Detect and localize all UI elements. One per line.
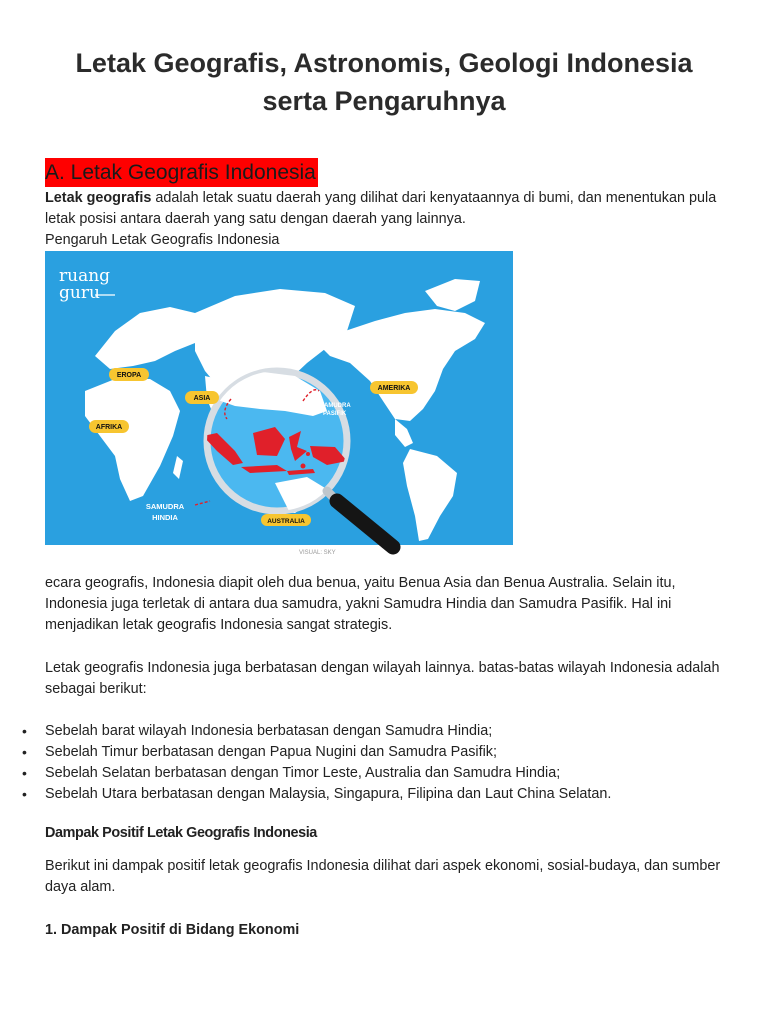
logo-ruang: ruang (59, 266, 111, 286)
paragraph-borders-intro: Letak geografis Indonesia juga berbatasan dengan wilayah lainnya. batas-batas wilayah Indonesia adalah sebagai berikut: (45, 660, 720, 697)
borders-list (0, 721, 768, 805)
world-map-figure (45, 251, 513, 557)
label-samudra-hindia-1: SAMUDRA (145, 502, 185, 511)
definition-text: adalah letak suatu daerah yang dilihat dari kenyataannya di bumi, dan menentukan pula letak posisi antara daerah yang satu dengan daerah yang lainnya. (45, 190, 717, 227)
definition-term: Letak geografis (45, 190, 152, 206)
list-item: • Sebelah Selatan berbatasan dengan Timor Leste, Australia dan Samudra Hindia; (45, 763, 768, 784)
indonesia-island-1 (301, 464, 306, 469)
list-item: • Sebelah barat wilayah Indonesia berbatasan dengan Samudra Hindia; (45, 721, 768, 742)
list-item: • Sebelah Utara berbatasan dengan Malaysia, Singapura, Filipina dan Laut China Selatan. (45, 784, 768, 805)
logo-guru: guru (59, 283, 100, 303)
label-samudra-pasifik-1: SAMUDRA (320, 403, 351, 409)
paragraph-geography: ecara geografis, Indonesia diapit oleh dua benua, yaitu Benua Asia dan Benua Australia. Selain itu, Indonesia juga terletak di antara dua samudra, yakni Samudra Hindia dan Samudra Pasifik. Hal ini menjadikan letak geografis Indonesia sangat strategis. (45, 575, 676, 633)
indonesia-island-2 (306, 452, 310, 456)
impact-intro: Berikut ini dampak positif letak geografis Indonesia dilihat dari aspek ekonomi, sosial-budaya, dan sumber daya alam. (45, 858, 721, 895)
list-item: • Sebelah Timur berbatasan dengan Papua Nugini dan Samudra Pasifik; (45, 742, 768, 763)
impact-subheading-economy: 1. Dampak Positif di Bidang Ekonomi (45, 922, 300, 938)
figure-caption: Pengaruh Letak Geografis Indonesia (45, 232, 280, 248)
label-samudra-pasifik-2: PASIFIK (323, 411, 347, 417)
label-amerika: AMERIKA (377, 385, 411, 392)
section-heading-a: A. Letak Geografis Indonesia (45, 158, 318, 187)
map-credit: VISUAL: SKY (299, 550, 336, 556)
label-australia: AUSTRALIA (267, 518, 305, 525)
label-eropa: EROPA (116, 372, 142, 379)
credit-strip (45, 545, 513, 557)
impact-heading: Dampak Positif Letak Geografis Indonesia (45, 825, 317, 841)
label-asia: ASIA (193, 395, 211, 402)
label-afrika: AFRIKA (95, 424, 123, 431)
label-samudra-hindia-2: HINDIA (152, 513, 178, 522)
page-title: Letak Geografis, Astronomis, Geologi Indonesia serta Pengaruhnya (75, 48, 693, 116)
definition-paragraph (45, 188, 735, 230)
